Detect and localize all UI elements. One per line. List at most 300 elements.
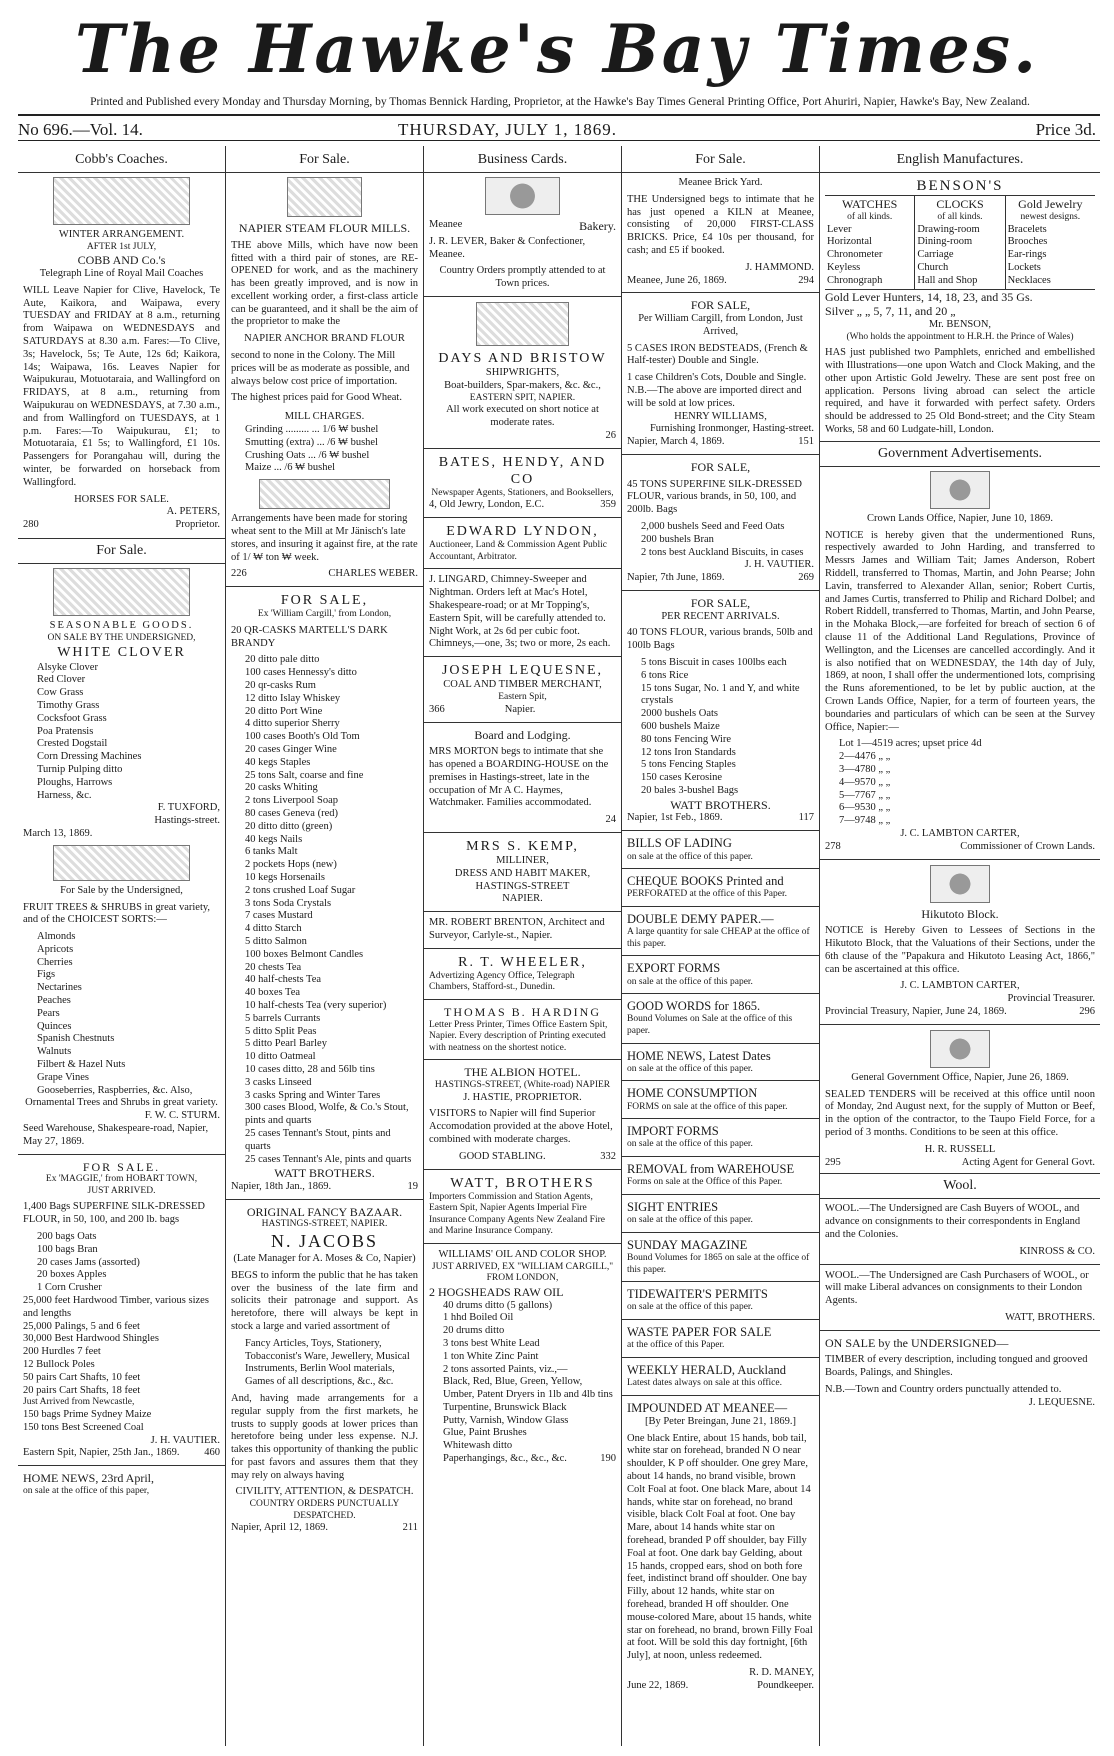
mills-title: NAPIER STEAM FLOUR MILLS.	[238, 221, 411, 236]
fruit-item: Quinces	[37, 1020, 72, 1032]
on-sale-title: ON SALE by the UNDERSIGNED—	[825, 1335, 1009, 1350]
stock-item: 20 boxes Apples	[37, 1269, 107, 1281]
divider	[424, 656, 621, 657]
flour-item: 2,000 bushels Seed and Feed Oats	[641, 521, 785, 533]
divider	[424, 999, 621, 1000]
fruit-item: Apricots	[37, 943, 74, 955]
english-manufactures-heading: English Manufactures.	[820, 148, 1100, 173]
days-bristow: DAYS AND BRISTOW	[438, 351, 607, 367]
kemp-milliner: MILLINER,	[496, 854, 549, 866]
oil-item: 40 drums ditto (5 gallons)	[443, 1299, 553, 1311]
royal-arms-icon	[930, 865, 989, 903]
on-sale-line: ON SALE BY THE UNDERSIGNED,	[47, 632, 196, 643]
vautier-date: Napier, 7th June, 1869.	[627, 572, 725, 584]
wheat-illustration	[485, 177, 560, 215]
oil-item: Putty, Varnish, Window Glass	[443, 1414, 569, 1426]
notice-sub: on sale at the office of this paper.	[627, 1302, 753, 1313]
divider	[820, 859, 1100, 860]
goods-item: 80 cases Geneva (red)	[245, 808, 338, 820]
harvest-illustration	[259, 479, 390, 509]
lyndon-name: EDWARD LYNDON,	[446, 524, 599, 540]
notice-title: WEEKLY HERALD, Auckland	[627, 1362, 787, 1377]
newspaper-title: The Hawke's Bay Times.	[74, 10, 1040, 88]
forsale-heading: For Sale.	[622, 148, 819, 173]
charge-row: Smutting (extra) ... /6 ₩ bushel	[245, 436, 378, 448]
plough-illustration	[53, 568, 191, 616]
business-cards-heading: Business Cards.	[424, 148, 621, 173]
office-notices	[627, 830, 814, 1389]
royal-arms-icon	[930, 471, 989, 509]
notice-sub: on sale at the office of this paper.	[627, 1063, 753, 1074]
carter2-sub: Provincial Treasurer.	[1007, 993, 1095, 1005]
lot-item: 4—9570 „ „	[839, 776, 891, 788]
recent-item: 600 bushels Maize	[641, 721, 720, 733]
notice-title: IMPORT FORMS	[627, 1124, 719, 1139]
masthead-rule	[18, 114, 1100, 116]
lever-card: J. R. LEVER, Baker & Confectioner, Meanee.	[429, 235, 586, 260]
ship-illustration	[476, 302, 570, 346]
jewelry-item: Necklaces	[1007, 274, 1051, 286]
divider	[424, 948, 621, 949]
notice-title: HOME NEWS, Latest Dates	[627, 1048, 771, 1063]
goods-item: 3 casks Spring and Winter Tares	[245, 1089, 381, 1101]
kemp-street: HASTINGS-STREET	[475, 880, 570, 892]
peters-number: 280	[23, 519, 39, 531]
cobb-heading: Cobb's Coaches.	[18, 148, 225, 173]
goods-item: 10 cases ditto, 28 and 56lb tins	[245, 1063, 375, 1075]
oil-item: 1 ton White Zinc Paint	[443, 1350, 539, 1362]
carter-number: 278	[825, 840, 841, 852]
watch-item: Lever	[827, 223, 852, 235]
fruit-item: Almonds	[37, 931, 76, 943]
work-note: All work executed on short notice at moderate rates.	[446, 404, 599, 429]
watt-date: Napier, 18th Jan., 1869.	[231, 1180, 332, 1192]
fruit-list	[23, 931, 220, 1097]
impounded-by: [By Peter Breingan, June 21, 1869.]	[644, 1415, 797, 1427]
jewelry-item: Ear-rings	[1007, 249, 1047, 261]
notice-sub: on sale at the office of this paper.	[627, 1215, 753, 1226]
bazaar-address: HASTINGS-STREET, NAPIER.	[261, 1219, 388, 1230]
crown-notice: NOTICE is hereby given that the undermentioned Runs, respectively awarded to John Harding, and transferred to Messrs James and William Tait; James Anderson, Robert Riddell, transferred to Thomas, Martin, and John Pearse; John Lavin, transferred to Alexander Allan, senior; Robert Curtis, and James Curtis, transferred to Philip and Richard Dolbel; and Robert Riddell, transferred to Thomas, Martin, and John Pearse, in the Mohaka Block,—are forfeited for breach of section 6 of clause 11 of the Additional Land Regulations, Province of Wellington, and the Licenses are cancelled accordingly. And it is also notified that on WEDNESDAY, the 14th day of July, 1869, at noon, I shall offer the undermentioned lots, comprising the Runs aforementioned, to be let by public auction, at the Crown Lands Office, Napier, for a term of fourteen years, the boundaries and particulars of which can be seen at the Survey Office, Napier:—	[825, 529, 1095, 733]
jewelry-item: Bracelets	[1007, 223, 1047, 235]
weber-number: 226	[231, 568, 247, 580]
divider	[424, 517, 621, 518]
mr-benson: Mr. BENSON,	[928, 318, 992, 330]
jewelry-item: Lockets	[1007, 261, 1041, 273]
watt-number: 19	[407, 1180, 418, 1192]
divider	[820, 1264, 1100, 1265]
divider	[424, 1243, 621, 1244]
bakery-label: Bakery.	[579, 219, 616, 234]
wool-kinross: WOOL.—The Undersigned are Cash Buyers of WOOL, and advance on consignments to their correspondents in England and the Colonies.	[825, 1203, 1081, 1241]
watch-item: Chronometer	[827, 249, 883, 261]
hastie-body: VISITORS to Napier will find Superior Accomodation provided at the above Hotel, combined with moderate charges.	[429, 1108, 613, 1145]
coal-address: Eastern Spit,	[498, 692, 547, 703]
stock-list	[23, 1231, 220, 1295]
williams-number: 151	[798, 436, 814, 448]
columns	[18, 146, 1100, 1746]
lequesne-name: J. LEQUESNE.	[1028, 1396, 1095, 1408]
stock-item: 200 bags Oats	[37, 1231, 97, 1243]
wheeler-sub: Advertizing Agency Office, Telegraph Chambers, Stafford-st., Dunedin.	[429, 970, 575, 993]
maney-sub: Poundkeeper.	[757, 1679, 814, 1691]
wool-heading: Wool.	[820, 1173, 1100, 1199]
jacobs-number: 211	[402, 1522, 418, 1534]
goods-item: 100 boxes Belmont Candles	[245, 948, 364, 960]
charge-list	[231, 424, 418, 475]
divider	[424, 832, 621, 833]
goods-item: 2 tons Liverpool Soap	[245, 795, 339, 807]
goods-item: 300 cases Blood, Wolfe, & Co.'s Stout, pints and quarts	[245, 1102, 409, 1127]
fruit-item: Gooseberries, Raspberries, &c. Also,	[37, 1084, 193, 1096]
fruit-intro: FRUIT TREES & SHRUBS in great variety, and of the CHOICEST SORTS:—	[23, 901, 211, 926]
nb-line: N.B.—Town and Country orders punctually attended to.	[825, 1384, 1062, 1396]
government-heading: Government Advertisements.	[820, 441, 1100, 467]
notice-title: REMOVAL from WAREHOUSE	[627, 1162, 795, 1177]
hammond-date: Meanee, June 26, 1869.	[627, 274, 727, 286]
fruit-item: Figs	[37, 969, 56, 981]
bazaar-title: ORIGINAL FANCY BAZAAR.	[246, 1204, 403, 1219]
seed-item: Timothy Grass	[37, 699, 100, 711]
notice-sub: Forms on sale at the Office of this Paper.	[627, 1177, 783, 1188]
notice-title: SIGHT ENTRIES	[627, 1199, 719, 1214]
goods-item: 25 cases Tennant's Stout, pints and quarts	[245, 1127, 391, 1152]
clocks-column	[915, 196, 1005, 288]
divider	[622, 590, 819, 591]
albion-address: HASTINGS-STREET, (White-road) NAPIER	[434, 1079, 611, 1090]
fruit-item: Peaches	[37, 995, 71, 1007]
board-lodging: Board and Lodging.	[474, 727, 571, 742]
goods-item: 20 ditto ditto (green)	[245, 820, 333, 832]
impounded-body: One black Entire, about 15 hands, bob tail, white star on forehead, branded N O near shoulder, K P off shoulder. One grey Mare, about 14 hands, no brand visible, brown Colt Foal at foot. One black Mare, about 14 hands, white star on forehead, no brand visible, black Colt Foal at foot. One bay Mare, about 14 hands white star on forehead, branded P off shoulder, bay Filly Foal at foot. One dark bay Gelding, about 15 hands, cropped ears, shod on both fore feet, indistinct brand off shoulder. One bay Filly, about 12 hands, white star on forehead, branded H off shoulder. One mouse-colored Mare, about 15 hands, white star on forehead, no brand, brown Filly Foal at foot. Will be sold this day fortnight, [6th July], at noon, unless redeemed.	[627, 1432, 813, 1662]
oil-item: Paperhangings, &c., &c., &c.	[443, 1453, 567, 1465]
forsale-heading: For Sale.	[18, 538, 225, 564]
goods-item: 5 ditto Split Peas	[245, 1025, 317, 1037]
goods-item: 20 qr-casks Rum	[245, 680, 316, 692]
tuxford-date: March 13, 1869.	[23, 827, 93, 839]
country-orders: COUNTRY ORDERS PUNCTUALLY DESPATCHED.	[249, 1499, 400, 1521]
divider	[18, 1154, 225, 1155]
watt-brothers-body: Importers Commission and Station Agents, Eastern Spit, Napier Agents Imperial Fire Insurance Company Agents New Zealand Fire and Marine Insurance Company.	[429, 1191, 605, 1237]
brenton-card: MR. ROBERT BRENTON, Architect and Surveyor, Carlyle-st., Napier.	[429, 917, 605, 941]
lever-note: Country Orders promptly attended to at Town prices.	[439, 265, 606, 290]
tuxford-address: Hastings-street.	[154, 815, 220, 827]
timber-item: 200 Hurdles 7 feet	[23, 1346, 101, 1358]
goods-item: 5 ditto Pearl Barley	[245, 1038, 327, 1050]
goods-item: 40 boxes Tea	[245, 987, 301, 999]
seed-item: Alsyke Clover	[37, 661, 98, 673]
timber-item: 20 pairs Cart Shafts, 18 feet	[23, 1384, 141, 1396]
recent-list	[627, 657, 814, 798]
goods-item: 40 half-chests Tea	[245, 974, 322, 986]
cobb-telegraph: Telegraph Line of Royal Mail Coaches	[39, 268, 204, 280]
wool-watt: WOOL.—The Undersigned are Cash Purchasers of WOOL, or will make Liberal advances on consignments to their London Agents.	[825, 1269, 1089, 1307]
carter-sub: Commissioner of Crown Lands.	[960, 840, 1095, 852]
bates-sub: Newspaper Agents, Stationers, and Booksellers,	[431, 487, 614, 498]
column-5	[820, 146, 1100, 1746]
notice-sub: Bound Volumes for 1865 on sale at the office of this paper.	[627, 1252, 810, 1275]
bates-address: 4, Old Jewry, London, E.C.	[429, 499, 545, 511]
just-arrived: JUST ARRIVED.	[87, 1185, 156, 1196]
goods-item: 12 ditto Islay Whiskey	[245, 692, 341, 704]
clock-item: Drawing-room	[917, 223, 980, 235]
oil-item: 20 drums ditto	[443, 1325, 505, 1337]
recent-item: 2000 bushels Oats	[641, 708, 718, 720]
seed-item: Red Clover	[37, 674, 86, 686]
forsale-1: FOR SALE,	[690, 298, 751, 313]
lot-item: 2—4476 „ „	[839, 751, 891, 763]
goods-item: 4 ditto superior Sherry	[245, 718, 340, 730]
watt-number: 117	[798, 812, 814, 824]
jacobs-body-2: And, having made arrangements for a regular supply from the first markets, he trusts to supply goods at lower prices than heretofore being under less expense. N.J. takes this opportunity of thanking the public for past favors and assures them that they may rely on always having	[231, 1392, 418, 1481]
raw-oil: 2 HOGSHEADS RAW OIL	[429, 1284, 564, 1299]
gold-hunters: Gold Lever Hunters, 14, 18, 23, and 35 Gs.	[825, 289, 1033, 304]
divider	[424, 448, 621, 449]
recent-item: 150 cases Kerosine	[641, 772, 723, 784]
bedsteads: 5 CASES IRON BEDSTEADS, (French & Half-tester) Double and Single.	[627, 342, 808, 367]
goods-item: 40 kegs Nails	[245, 833, 303, 845]
lot-list	[825, 738, 1095, 828]
russell-sub: Acting Agent for General Govt.	[961, 1156, 1095, 1168]
seed-item: Crested Dogstail	[37, 738, 108, 750]
charge-row: Crushing Oats ... /6 ₩ bushel	[245, 449, 370, 461]
column-3	[424, 146, 621, 1746]
russell-name: H. R. RUSSELL	[924, 1143, 996, 1155]
seed-item: Ploughs, Harrows	[37, 776, 113, 788]
divider	[622, 292, 819, 293]
brickyard-title: Meanee Brick Yard.	[678, 177, 763, 189]
notice-title: CHEQUE BOOKS Printed and	[627, 874, 784, 889]
goods-item: 5 ditto Salmon	[245, 936, 307, 948]
gold-label: Gold Jewelry	[1018, 197, 1083, 212]
column-4	[622, 146, 819, 1746]
mills-body: THE above Mills, which have now been fitted with a third pair of stones, are RE-OPENED for work, and as the machinery has been greatly improved, and is now in excellent working order, a first-class article can be guaranteed, and it shall be the aim of the proprietor to make the	[231, 239, 418, 328]
newcastle-line: Just Arrived from Newcastle,	[23, 1397, 135, 1408]
lot-item: 6—9530 „ „	[839, 802, 891, 814]
harding-sub: Letter Press Printer, Times Office Eastern Spit, Napier. Every description of Printing executed with neatness on the shortest notice.	[429, 1019, 608, 1053]
benson-body: HAS just published two Pamphlets, enriched and embellished with Illustrations—one upon Watch and Clock Making, and the other upon Artistic Gold Jewelry. These are sent post free on application. Persons living abroad can select the article required, and have it forwarded with perfect safety. Orders should be addressed to 25 Old Bond-street; and the City Steam Works, 58 and 60 Ludgate-hill, London.	[825, 347, 1095, 435]
oil-item: 3 tons best White Lead	[443, 1337, 540, 1349]
watches-column	[825, 196, 915, 288]
treasury-number: 296	[1079, 1005, 1095, 1017]
oil-list	[429, 1300, 616, 1466]
issue-date: THURSDAY, JULY 1, 1869.	[398, 120, 618, 139]
divider	[226, 1199, 423, 1200]
brandy-line: 20 QR-CASKS MARTELL'S DARK BRANDY	[231, 624, 388, 649]
harding-name: THOMAS B. HARDING	[443, 1005, 601, 1019]
notice-sub: FORMS on sale at the office of this paper.	[627, 1101, 788, 1112]
tenders-body: SEALED TENDERS will be received at this office until noon of Monday, 2nd August next, for the supply of Mutton or Beef, in the option of the contractor, to the Taupo Field Force, for a period of 3 months. Conditions to be seen at this office.	[825, 1088, 1095, 1138]
recent-item: 80 tons Fencing Wire	[641, 733, 732, 745]
maney-name: R. D. MANEY,	[749, 1666, 814, 1678]
albion-hotel: THE ALBION HOTEL.	[464, 1065, 581, 1080]
fruit-item: Filbert & Hazel Nuts	[37, 1059, 126, 1071]
impounded-title: IMPOUNDED AT MEANEE—	[627, 1400, 788, 1415]
cargill-line: Ex 'William Cargill,' from London,	[257, 609, 392, 620]
morton-number: 24	[605, 814, 616, 826]
goods-item: 20 ditto pale ditto	[245, 654, 320, 666]
divider	[424, 1059, 621, 1060]
divider	[820, 1330, 1100, 1331]
seed-list	[23, 662, 220, 803]
clocks-label: CLOCKS	[936, 197, 984, 212]
timber-item: 25,000 feet Hardwood Timber, various sizes and lengths	[23, 1295, 209, 1319]
watt-brothers: WATT BROTHERS.	[670, 797, 771, 812]
silver-line: Silver „ „ 5, 7, 11, and 20 „	[825, 304, 956, 319]
issue-number: No 696.—Vol. 14.	[18, 120, 143, 139]
goods-item: 40 kegs Staples	[245, 756, 311, 768]
divider	[424, 568, 621, 569]
coal-town: Napier.	[504, 703, 536, 715]
boatbuilders: Boat-builders, Spar-makers, &c. &c.,	[444, 379, 601, 391]
stock-item: 20 cases Jams (assorted)	[37, 1256, 140, 1268]
kinross-name: KINROSS & CO.	[1019, 1245, 1095, 1257]
flour-ad: 1,400 Bags SUPERFINE SILK-DRESSED FLOUR, in 50, 100, and 200 lb. bags	[23, 1201, 206, 1226]
carter-name: J. C. LAMBTON CARTER,	[900, 827, 1020, 839]
tons-40: 40 TONS FLOUR, various brands, 50lb and 100lb Bags	[627, 627, 813, 652]
oil-item: 1 hhd Boiled Oil	[443, 1312, 514, 1324]
lot-item: 5—7767 „ „	[839, 789, 891, 801]
white-clover: WHITE CLOVER	[57, 645, 186, 661]
clock-item: Dining-room	[917, 236, 973, 248]
mill-charges: MILL CHARGES.	[284, 411, 365, 423]
stock-item: 1 Corn Crusher	[37, 1282, 102, 1294]
lingard-card: J. LINGARD, Chimney-Sweeper and Nightman. Orders left at Mac's Hotel, Shakespeare-road; or at Mr Topping's, Eastern Spit, will be carefully attended to. Night Work, at 2s 6d per cubic foot. Chimneys,—one, 3s; two or more, 2s each.	[429, 574, 611, 650]
seed-item: Cow Grass	[37, 687, 84, 699]
seed-item: Poa Pratensis	[37, 725, 94, 737]
goods-item: 7 cases Mustard	[245, 910, 313, 922]
recent-item: 5 tons Fencing Staples	[641, 759, 736, 771]
watt-brothers-name: WATT, BROTHERS.	[1005, 1312, 1095, 1323]
arrangements-text: Arrangements have been made for storing wheat sent to the Mill at Mr Jänisch's late stores, and insuring it against fire, at the rate of 1/ ₩ ton ₩ week.	[231, 513, 418, 563]
stabling-number: 332	[600, 1150, 616, 1162]
ornamental-trees: Ornamental Trees and Shrubs in great variety.	[25, 1097, 218, 1109]
seed-item: Cocksfoot Grass	[37, 712, 107, 724]
column-2	[226, 146, 423, 1746]
notice-sub: at the office of this Paper.	[627, 1340, 725, 1351]
oil-item: Black, Red, Blue, Green, Yellow, Umber, Patent Dryers in 1lb and 4lb tins	[443, 1376, 613, 1401]
masthead	[0, 0, 1114, 138]
notice-title: GOOD WORDS for 1865.	[627, 999, 761, 1014]
hammond-name: J. HAMMOND.	[745, 261, 814, 273]
stock-item: 100 bags Bran	[37, 1243, 98, 1255]
watt-brothers: WATT BROTHERS.	[274, 1166, 375, 1181]
maney-date: June 22, 1869.	[627, 1679, 689, 1691]
goods-item: 10 ditto Oatmeal	[245, 1051, 316, 1063]
goods-item: 2 tons crushed Loaf Sugar	[245, 884, 356, 896]
divider	[424, 296, 621, 297]
treasury-line: Provincial Treasury, Napier, June 24, 1869.	[825, 1005, 1007, 1017]
fruit-item: Pears	[37, 1007, 60, 1019]
hammond-number: 294	[798, 274, 814, 286]
notice-sub: A large quantity for sale CHEAP at the office of this paper.	[627, 927, 810, 949]
cots: 1 case Children's Cots, Double and Single.	[627, 372, 807, 384]
weber-name: CHARLES WEBER.	[328, 568, 418, 580]
watch-item: Keyless	[827, 261, 861, 273]
divider	[424, 722, 621, 723]
goods-item: 100 cases Hennessy's ditto	[245, 667, 357, 679]
lequesne-name: JOSEPH LEQUESNE,	[441, 663, 604, 679]
oil-item: Turpentine, Brunswick Black	[443, 1401, 567, 1413]
seasonable-goods: SEASONABLE GOODS.	[49, 620, 194, 632]
fruit-item: Nectarines	[37, 982, 82, 994]
seed-item: Harness, &c.	[37, 789, 92, 801]
brickyard-body: THE Undersigned begs to intimate that he has just opened a KILN at Meanee, consisting of 20,000 FIRST-CLASS BRICKS. Price, £4 10s per thousand, for cash; and £5 if booked.	[627, 193, 814, 257]
divider	[18, 1465, 225, 1466]
mr-benson-sub: (Who holds the appointment to H.R.H. the Prince of Wales)	[846, 331, 1074, 342]
seed-item: Turnip Pulping ditto	[37, 763, 123, 775]
watch-item: Chronograph	[827, 274, 883, 286]
work-number: 26	[605, 429, 616, 441]
goods-list	[231, 654, 418, 1166]
oil-item: Whitewash ditto	[443, 1440, 513, 1452]
tuxford-name: F. TUXFORD,	[157, 802, 220, 814]
lot-item: 3—4780 „ „	[839, 763, 891, 775]
recent-arrivals: PER RECENT ARRIVALS.	[661, 610, 780, 622]
civility-line: CIVILITY, ATTENTION, & DESPATCH.	[235, 1486, 414, 1498]
lot-item: 7—9748 „ „	[839, 815, 891, 827]
maize-item: 150 bags Prime Sydney Maize	[23, 1408, 152, 1420]
notice-title: WASTE PAPER FOR SALE	[627, 1324, 772, 1339]
goods-item: 25 cases Tennant's Ale, pints and quarts	[245, 1153, 412, 1165]
notice-title: DOUBLE DEMY PAPER.—	[627, 911, 774, 926]
dateline-rule	[18, 140, 1100, 141]
charge-row: Maize ... /6 ₩ bushel	[245, 462, 336, 474]
anchor-body: second to none in the Colony. The Mill prices will be as moderate as possible, and always below cost price of importation.	[231, 350, 410, 387]
kemp-town: NAPIER.	[502, 893, 543, 905]
divider	[226, 586, 423, 587]
vautier-address: Eastern Spit, Napier, 25th Jan., 1869.	[23, 1447, 180, 1459]
kemp-dress: DRESS AND HABIT MAKER,	[454, 867, 591, 879]
notice-sub: Latest dates always on sale at this office.	[627, 1378, 782, 1388]
sturm-name: F. W. C. STURM.	[144, 1110, 220, 1122]
hikutoto-title: Hikutoto Block.	[921, 906, 999, 921]
goods-item: 10 half-chests Tea (very superior)	[245, 1000, 387, 1011]
divider	[424, 911, 621, 912]
eastern-spit: EASTERN SPIT, NAPIER.	[469, 392, 576, 403]
shipwrights: SHIPWRIGHTS,	[485, 367, 560, 379]
goods-item: 2 pockets Hops (new)	[245, 859, 337, 871]
oil-shop: WILLIAMS' OIL AND COLOR SHOP.	[438, 1248, 607, 1260]
cobb-winter: WINTER ARRANGEMENT.	[58, 229, 185, 241]
clock-item: Hall and Shop	[917, 274, 978, 286]
jacobs-body: BEGS to inform the public that he has taken over the business of the late firm and solicits their patronage and support. As heretofore, there will always be kept in stock a large and varied assortment of	[231, 1269, 418, 1332]
timber-item: 50 pairs Cart Shafts, 10 feet	[23, 1371, 141, 1383]
lot-item: Lot 1—4519 acres; upset price 4d	[839, 738, 982, 750]
clock-item: Church	[917, 261, 949, 273]
jewelry-column	[1006, 196, 1095, 288]
charge-row: Grinding ......... ... 1/6 ₩ bushel	[245, 424, 379, 436]
goods-item: 4 ditto Starch	[245, 923, 302, 935]
lyndon-sub: Auctioneer, Land & Commission Agent Public Accountant, Arbitrator.	[429, 540, 607, 562]
notice-title: BILLS OF LADING	[627, 836, 732, 851]
goods-item: 25 tons Salt, coarse and fine	[245, 769, 364, 781]
vautier-number: 269	[798, 572, 814, 584]
fruit-item: Spanish Chestnuts	[37, 1033, 115, 1045]
forsale-heading: For Sale.	[226, 148, 423, 173]
goods-item: 20 ditto Port Wine	[245, 705, 323, 717]
peters-role: Proprietor.	[175, 519, 220, 531]
goods-item: 20 cases Ginger Wine	[245, 744, 337, 756]
coal-number: 366	[429, 703, 445, 715]
watt-brothers-name: WATT, BROTHERS	[450, 1175, 595, 1191]
notice-title: HOME CONSUMPTION	[627, 1086, 758, 1101]
flour-45: 45 TONS SUPERFINE SILK-DRESSED FLOUR, various brands, in 50, 100, and 200lb. Bags	[627, 478, 802, 516]
jewelry-item: Brooches	[1007, 236, 1048, 248]
divider	[622, 1395, 819, 1396]
recent-item: 6 tons Rice	[641, 669, 689, 681]
forsale-2: FOR SALE.	[82, 1159, 161, 1174]
